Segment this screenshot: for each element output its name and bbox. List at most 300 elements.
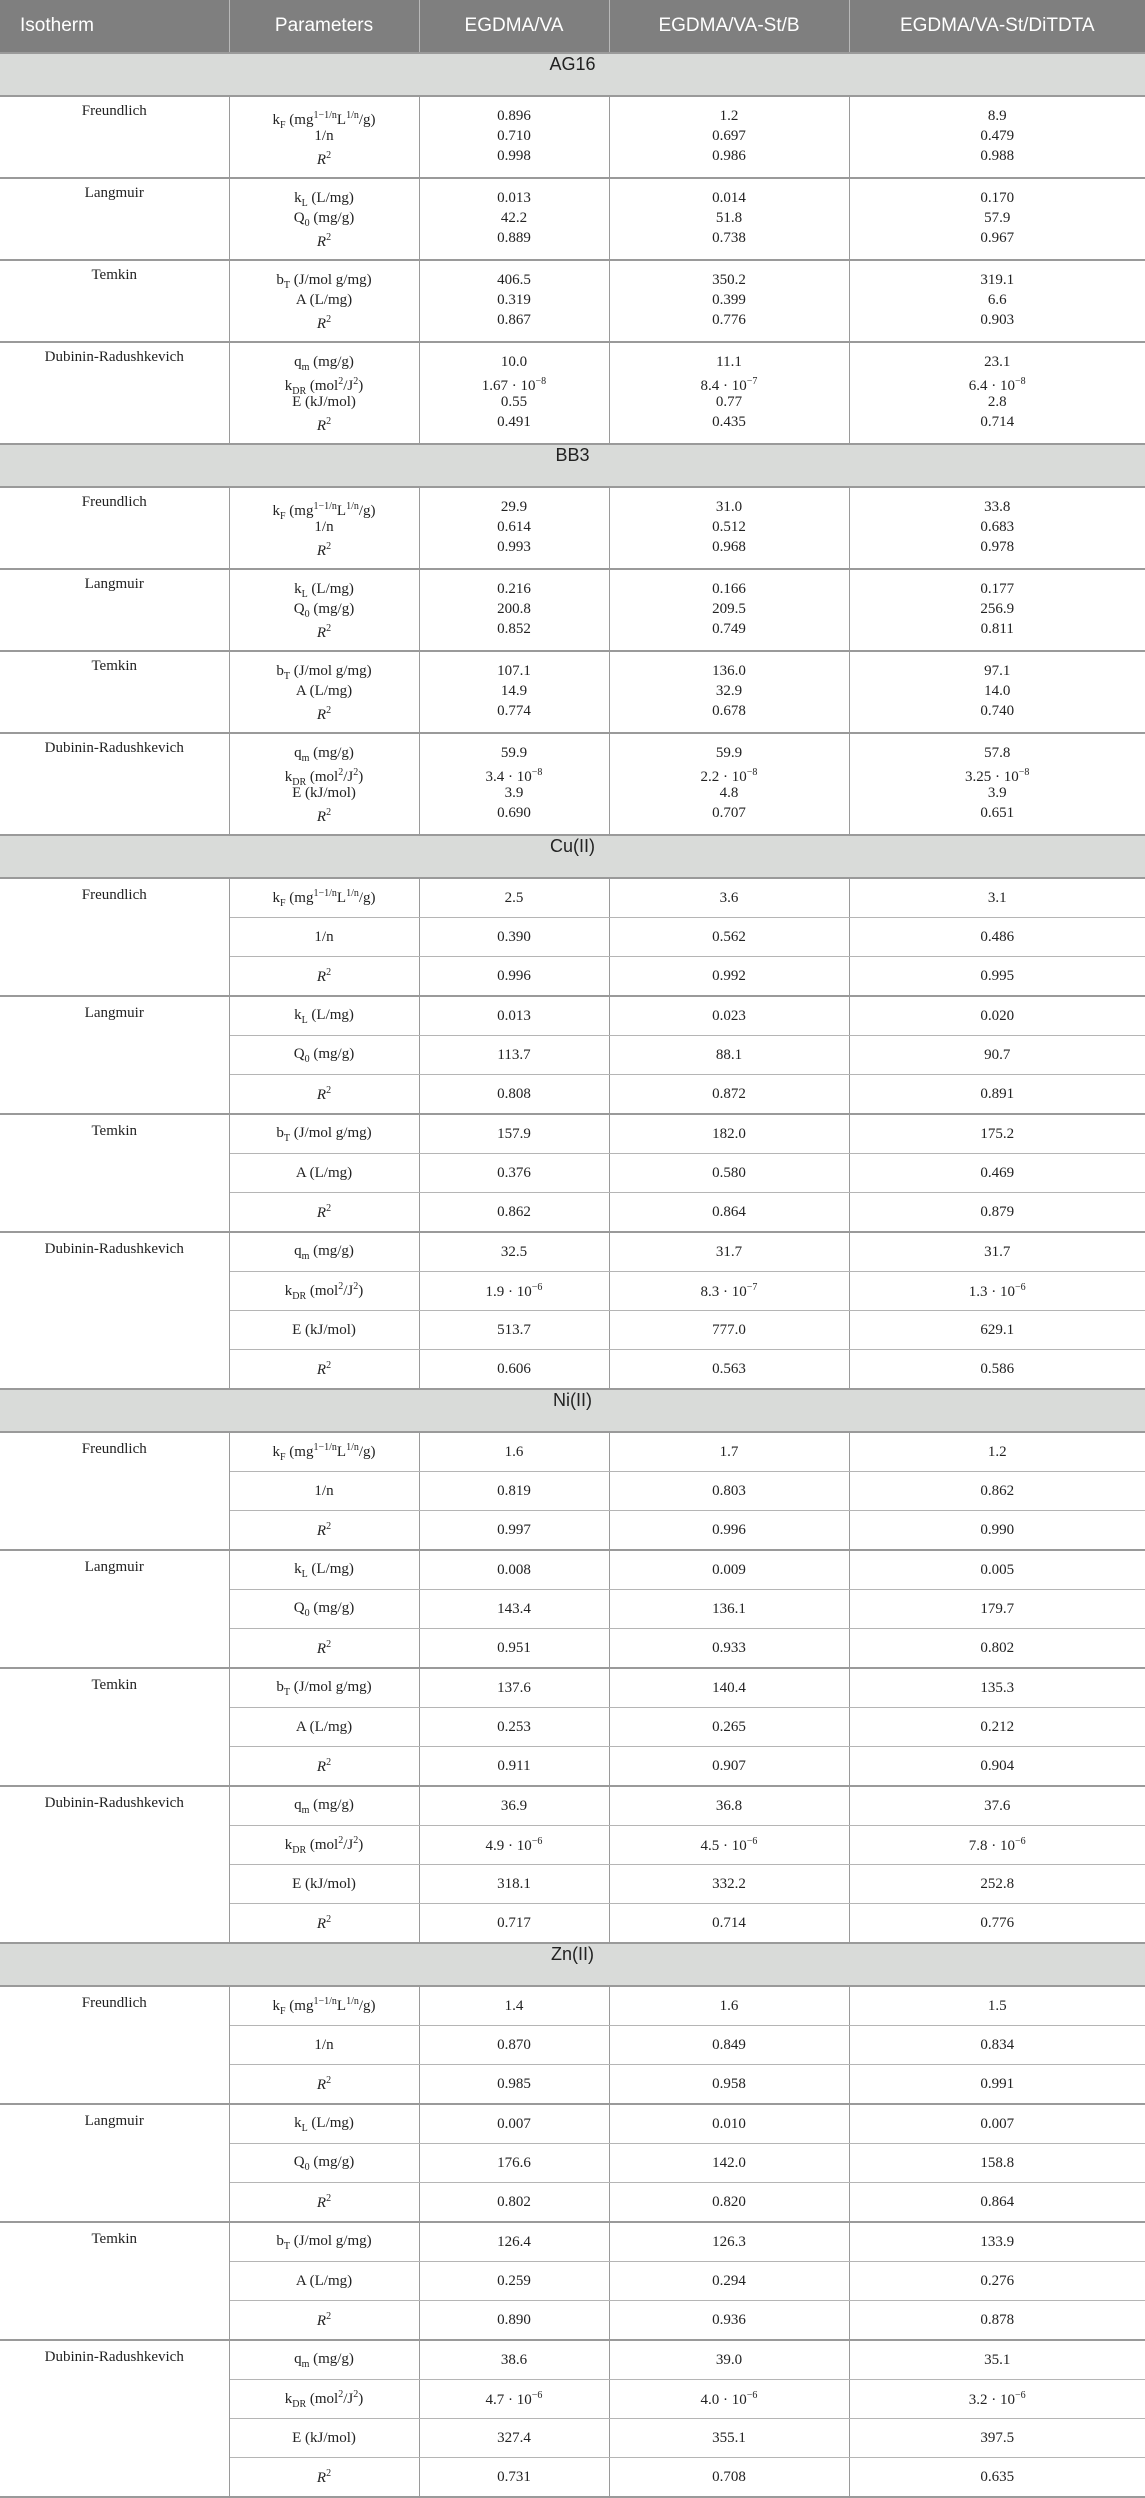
parameter-label: $b_T$ (J/mol g/mg) bbox=[229, 1114, 419, 1154]
isotherm-name: Langmuir bbox=[0, 996, 229, 1114]
value: 0.996 bbox=[419, 957, 609, 997]
value: 0.819 bbox=[419, 1472, 609, 1511]
value: 88.1 bbox=[609, 1036, 849, 1075]
parameter-label: E (kJ/mol) bbox=[229, 1865, 419, 1904]
table-row bbox=[0, 1432, 1145, 1472]
parameter-label: $Q_0$ (mg/g) bbox=[229, 1036, 419, 1075]
value: 0.007 bbox=[849, 2104, 1145, 2144]
isotherm-name: Freundlich bbox=[0, 487, 229, 569]
value: 3.9 bbox=[850, 783, 1145, 803]
parameter-cell bbox=[229, 569, 419, 651]
parameter-label: $b_T$ (J/mol g/mg) bbox=[229, 2222, 419, 2262]
parameter-label: $k_L$ (L/mg) bbox=[229, 1550, 419, 1590]
value: $2.2 \cdot 10^{-8}$ bbox=[610, 763, 849, 783]
value: 0.995 bbox=[849, 957, 1145, 997]
parameter-label: 1/n bbox=[230, 126, 419, 146]
isotherm-name: Temkin bbox=[0, 2222, 229, 2340]
value: 33.8 bbox=[850, 497, 1145, 517]
value: 51.8 bbox=[610, 208, 849, 228]
value: 0.834 bbox=[849, 2026, 1145, 2065]
value: 0.740 bbox=[850, 701, 1145, 721]
value: 0.968 bbox=[610, 537, 849, 557]
value: 133.9 bbox=[849, 2222, 1145, 2262]
value: 1.5 bbox=[849, 1986, 1145, 2026]
parameter-label: $k_L$ (L/mg) bbox=[229, 2104, 419, 2144]
value: 1.6 bbox=[609, 1986, 849, 2026]
parameter-label: $b_T$ (J/mol g/mg) bbox=[230, 270, 419, 290]
value: 0.864 bbox=[609, 1193, 849, 1233]
value: 0.864 bbox=[849, 2183, 1145, 2223]
parameter-label: $k_F$ $(mg^{1-1/n}L^{1/n}/g)$ bbox=[230, 497, 419, 517]
value: 0.009 bbox=[609, 1550, 849, 1590]
parameter-cell bbox=[229, 178, 419, 260]
value: 0.862 bbox=[849, 1472, 1145, 1511]
isotherm-row bbox=[0, 260, 1145, 342]
parameter-label: E (kJ/mol) bbox=[229, 2419, 419, 2458]
isotherm-name: Langmuir bbox=[0, 2104, 229, 2222]
value: $6.4 \cdot 10^{-8}$ bbox=[850, 372, 1145, 392]
value: 38.6 bbox=[419, 2340, 609, 2380]
value: 0.933 bbox=[609, 1629, 849, 1669]
value: 0.216 bbox=[420, 579, 609, 599]
value-cell bbox=[419, 260, 609, 342]
value: 0.749 bbox=[610, 619, 849, 639]
parameter-label: A (L/mg) bbox=[229, 2262, 419, 2301]
value: 0.991 bbox=[849, 2065, 1145, 2105]
value: 0.376 bbox=[419, 1154, 609, 1193]
value-cell bbox=[849, 487, 1145, 569]
value: 397.5 bbox=[849, 2419, 1145, 2458]
value: 0.911 bbox=[419, 1747, 609, 1787]
value: 0.988 bbox=[850, 146, 1145, 166]
parameter-cell bbox=[229, 96, 419, 178]
section-row bbox=[0, 835, 1145, 878]
value: 0.803 bbox=[609, 1472, 849, 1511]
isotherm-row bbox=[0, 733, 1145, 835]
parameter-label: $R^2$ bbox=[230, 803, 419, 823]
value: 0.849 bbox=[609, 2026, 849, 2065]
section-title: Ni(II) bbox=[0, 1389, 1145, 1432]
isotherm-row bbox=[0, 569, 1145, 651]
parameter-label: A (L/mg) bbox=[229, 1154, 419, 1193]
parameter-label: 1/n bbox=[229, 918, 419, 957]
value: 0.890 bbox=[419, 2301, 609, 2341]
value: 126.3 bbox=[609, 2222, 849, 2262]
value: 31.7 bbox=[849, 1232, 1145, 1272]
value: 0.872 bbox=[609, 1075, 849, 1115]
parameter-label: $Q_0$ (mg/g) bbox=[229, 1590, 419, 1629]
parameter-label: $k_L$ (L/mg) bbox=[229, 996, 419, 1036]
value: 10.0 bbox=[420, 352, 609, 372]
parameter-label: $Q_0$ (mg/g) bbox=[230, 599, 419, 619]
value: 59.9 bbox=[420, 743, 609, 763]
value: 0.697 bbox=[610, 126, 849, 146]
value: $4.9 \cdot 10^{-6}$ bbox=[419, 1826, 609, 1865]
value: $3.2 \cdot 10^{-6}$ bbox=[849, 2380, 1145, 2419]
value: 0.319 bbox=[420, 290, 609, 310]
value: 97.1 bbox=[850, 661, 1145, 681]
section-row bbox=[0, 1943, 1145, 1986]
table-row bbox=[0, 2222, 1145, 2262]
value: 0.678 bbox=[610, 701, 849, 721]
parameter-label: $R^2$ bbox=[229, 1904, 419, 1944]
value: 0.265 bbox=[609, 1708, 849, 1747]
value-cell bbox=[849, 96, 1145, 178]
value: 36.8 bbox=[609, 1786, 849, 1826]
value-cell bbox=[849, 178, 1145, 260]
header-isotherm: Isotherm bbox=[0, 0, 229, 53]
value: 0.707 bbox=[610, 803, 849, 823]
value: 126.4 bbox=[419, 2222, 609, 2262]
header-row bbox=[0, 0, 1145, 53]
value: 0.811 bbox=[850, 619, 1145, 639]
value: 0.399 bbox=[610, 290, 849, 310]
parameter-label: $R^2$ bbox=[229, 1075, 419, 1115]
value: 0.023 bbox=[609, 996, 849, 1036]
value-cell bbox=[609, 260, 849, 342]
isotherm-name: Dubinin-Radushkevich bbox=[0, 733, 229, 835]
value: 252.8 bbox=[849, 1865, 1145, 1904]
value: 157.9 bbox=[419, 1114, 609, 1154]
section-row bbox=[0, 1389, 1145, 1432]
section-title: AG16 bbox=[0, 53, 1145, 96]
value: 0.820 bbox=[609, 2183, 849, 2223]
parameter-label: $q_m$ (mg/g) bbox=[229, 1786, 419, 1826]
value: 0.708 bbox=[609, 2458, 849, 2498]
value: 0.166 bbox=[610, 579, 849, 599]
isotherm-row bbox=[0, 342, 1145, 444]
value: $1.67 \cdot 10^{-8}$ bbox=[420, 372, 609, 392]
value: 0.738 bbox=[610, 228, 849, 248]
value: 2.8 bbox=[850, 392, 1145, 412]
value: 2.5 bbox=[419, 878, 609, 918]
value: 0.896 bbox=[420, 106, 609, 126]
value: 0.683 bbox=[850, 517, 1145, 537]
isotherm-name: Freundlich bbox=[0, 96, 229, 178]
value: 0.690 bbox=[420, 803, 609, 823]
parameter-label: $R^2$ bbox=[229, 1350, 419, 1390]
parameter-label: $R^2$ bbox=[230, 412, 419, 432]
value: 135.3 bbox=[849, 1668, 1145, 1708]
isotherm-name: Freundlich bbox=[0, 1986, 229, 2104]
parameter-label: $q_m$ (mg/g) bbox=[230, 352, 419, 372]
table-row bbox=[0, 1986, 1145, 2026]
value-cell bbox=[419, 342, 609, 444]
value: 629.1 bbox=[849, 1311, 1145, 1350]
value: 0.907 bbox=[609, 1747, 849, 1787]
value: 175.2 bbox=[849, 1114, 1145, 1154]
value: 0.870 bbox=[419, 2026, 609, 2065]
value: 0.717 bbox=[419, 1904, 609, 1944]
value: 140.4 bbox=[609, 1668, 849, 1708]
value: 32.9 bbox=[610, 681, 849, 701]
value: 3.9 bbox=[420, 783, 609, 803]
table-row bbox=[0, 878, 1145, 918]
value: $1.3 \cdot 10^{-6}$ bbox=[849, 1272, 1145, 1311]
value: 176.6 bbox=[419, 2144, 609, 2183]
table-row bbox=[0, 1232, 1145, 1272]
table-row bbox=[0, 2340, 1145, 2380]
value: 158.8 bbox=[849, 2144, 1145, 2183]
value: 777.0 bbox=[609, 1311, 849, 1350]
value: 57.8 bbox=[850, 743, 1145, 763]
isotherm-name: Langmuir bbox=[0, 178, 229, 260]
parameter-label: $b_T$ (J/mol g/mg) bbox=[229, 1668, 419, 1708]
table-row bbox=[0, 996, 1145, 1036]
parameter-label: $k_F$ $(mg^{1-1/n}L^{1/n}/g)$ bbox=[229, 1986, 419, 2026]
value: 0.879 bbox=[849, 1193, 1145, 1233]
isotherm-name: Dubinin-Radushkevich bbox=[0, 342, 229, 444]
value: 1.2 bbox=[849, 1432, 1145, 1472]
value: 0.491 bbox=[420, 412, 609, 432]
value: 0.008 bbox=[419, 1550, 609, 1590]
isotherm-row bbox=[0, 487, 1145, 569]
value: 113.7 bbox=[419, 1036, 609, 1075]
value: $4.5 \cdot 10^{-6}$ bbox=[609, 1826, 849, 1865]
parameter-label: $R^2$ bbox=[229, 1511, 419, 1551]
parameter-label: $R^2$ bbox=[230, 701, 419, 721]
value-cell bbox=[849, 342, 1145, 444]
value-cell bbox=[609, 651, 849, 733]
value: 31.7 bbox=[609, 1232, 849, 1272]
value: 0.170 bbox=[850, 188, 1145, 208]
value: 36.9 bbox=[419, 1786, 609, 1826]
isotherm-name: Dubinin-Radushkevich bbox=[0, 1786, 229, 1943]
parameter-label: $k_F$ $(mg^{1-1/n}L^{1/n}/g)$ bbox=[230, 106, 419, 126]
value: 0.714 bbox=[850, 412, 1145, 432]
table-body bbox=[0, 53, 1145, 2497]
value: 1.4 bbox=[419, 1986, 609, 2026]
value: 179.7 bbox=[849, 1590, 1145, 1629]
value: 0.435 bbox=[610, 412, 849, 432]
value-cell bbox=[849, 651, 1145, 733]
parameter-label: A (L/mg) bbox=[230, 681, 419, 701]
parameter-label: $q_m$ (mg/g) bbox=[230, 743, 419, 763]
value-cell bbox=[419, 487, 609, 569]
value: 0.020 bbox=[849, 996, 1145, 1036]
value-cell bbox=[419, 651, 609, 733]
value-cell bbox=[609, 569, 849, 651]
value-cell bbox=[419, 96, 609, 178]
value: 8.9 bbox=[850, 106, 1145, 126]
isotherm-name: Dubinin-Radushkevich bbox=[0, 2340, 229, 2497]
header-egdma-va-st-b: EGDMA/VA-St/B bbox=[609, 0, 849, 53]
value: 107.1 bbox=[420, 661, 609, 681]
isotherm-name: Temkin bbox=[0, 651, 229, 733]
value: 0.774 bbox=[420, 701, 609, 721]
value: 0.005 bbox=[849, 1550, 1145, 1590]
value: 0.802 bbox=[849, 1629, 1145, 1669]
value: 0.512 bbox=[610, 517, 849, 537]
value-cell bbox=[609, 96, 849, 178]
value-cell bbox=[419, 178, 609, 260]
value: 6.6 bbox=[850, 290, 1145, 310]
value: 14.0 bbox=[850, 681, 1145, 701]
value-cell bbox=[849, 260, 1145, 342]
value: 3.6 bbox=[609, 878, 849, 918]
parameter-label: E (kJ/mol) bbox=[230, 783, 419, 803]
value: 57.9 bbox=[850, 208, 1145, 228]
parameter-label: $Q_0$ (mg/g) bbox=[229, 2144, 419, 2183]
parameter-cell bbox=[229, 342, 419, 444]
value: 32.5 bbox=[419, 1232, 609, 1272]
value: 0.951 bbox=[419, 1629, 609, 1669]
value: $4.0 \cdot 10^{-6}$ bbox=[609, 2380, 849, 2419]
value: 4.8 bbox=[610, 783, 849, 803]
value: 0.936 bbox=[609, 2301, 849, 2341]
parameter-label: $k_{DR}$ $(mol^2/J^2)$ bbox=[229, 1826, 419, 1865]
value: 1.7 bbox=[609, 1432, 849, 1472]
value: 0.990 bbox=[849, 1511, 1145, 1551]
value: 200.8 bbox=[420, 599, 609, 619]
value: $1.9 \cdot 10^{-6}$ bbox=[419, 1272, 609, 1311]
section-row bbox=[0, 53, 1145, 96]
value: 0.479 bbox=[850, 126, 1145, 146]
value: 332.2 bbox=[609, 1865, 849, 1904]
table-row bbox=[0, 1550, 1145, 1590]
header-parameters: Parameters bbox=[229, 0, 419, 53]
parameter-label: $R^2$ bbox=[230, 310, 419, 330]
value: 0.562 bbox=[609, 918, 849, 957]
value: 0.985 bbox=[419, 2065, 609, 2105]
value: 0.862 bbox=[419, 1193, 609, 1233]
parameter-label: $R^2$ bbox=[229, 2183, 419, 2223]
parameter-label: $R^2$ bbox=[230, 619, 419, 639]
value: 513.7 bbox=[419, 1311, 609, 1350]
value: 37.6 bbox=[849, 1786, 1145, 1826]
value: 0.996 bbox=[609, 1511, 849, 1551]
value: 137.6 bbox=[419, 1668, 609, 1708]
value-cell bbox=[419, 733, 609, 835]
value: 0.563 bbox=[609, 1350, 849, 1390]
value: 0.606 bbox=[419, 1350, 609, 1390]
value: 0.013 bbox=[419, 996, 609, 1036]
value: 0.998 bbox=[420, 146, 609, 166]
value: 0.978 bbox=[850, 537, 1145, 557]
value: 0.904 bbox=[849, 1747, 1145, 1787]
parameter-label: $k_{DR}$ $(mol^2/J^2)$ bbox=[230, 763, 419, 783]
value: 350.2 bbox=[610, 270, 849, 290]
value: 0.776 bbox=[849, 1904, 1145, 1944]
value: 0.889 bbox=[420, 228, 609, 248]
value: 31.0 bbox=[610, 497, 849, 517]
value: 0.992 bbox=[609, 957, 849, 997]
value: 14.9 bbox=[420, 681, 609, 701]
value: $3.4 \cdot 10^{-8}$ bbox=[420, 763, 609, 783]
value-cell bbox=[609, 178, 849, 260]
isotherm-name: Dubinin-Radushkevich bbox=[0, 1232, 229, 1389]
value: 0.903 bbox=[850, 310, 1145, 330]
value: 0.808 bbox=[419, 1075, 609, 1115]
parameter-label: $Q_0$ (mg/g) bbox=[230, 208, 419, 228]
isotherm-row bbox=[0, 96, 1145, 178]
parameter-label: $b_T$ (J/mol g/mg) bbox=[230, 661, 419, 681]
table-row bbox=[0, 1114, 1145, 1154]
value: 0.276 bbox=[849, 2262, 1145, 2301]
value: 11.1 bbox=[610, 352, 849, 372]
value: 0.714 bbox=[609, 1904, 849, 1944]
value: 0.013 bbox=[420, 188, 609, 208]
parameter-cell bbox=[229, 733, 419, 835]
parameter-label: $R^2$ bbox=[230, 228, 419, 248]
value: $8.3 \cdot 10^{-7}$ bbox=[609, 1272, 849, 1311]
parameter-label: 1/n bbox=[229, 1472, 419, 1511]
value-cell bbox=[419, 569, 609, 651]
value: 0.986 bbox=[610, 146, 849, 166]
value: 318.1 bbox=[419, 1865, 609, 1904]
section-title: Zn(II) bbox=[0, 1943, 1145, 1986]
value: $3.25 \cdot 10^{-8}$ bbox=[850, 763, 1145, 783]
value: 0.878 bbox=[849, 2301, 1145, 2341]
value-cell bbox=[849, 733, 1145, 835]
isotherm-name: Temkin bbox=[0, 1668, 229, 1786]
value: 0.253 bbox=[419, 1708, 609, 1747]
value: 29.9 bbox=[420, 497, 609, 517]
value: 0.177 bbox=[850, 579, 1145, 599]
value: 42.2 bbox=[420, 208, 609, 228]
header-egdma-va: EGDMA/VA bbox=[419, 0, 609, 53]
value: 0.014 bbox=[610, 188, 849, 208]
isotherm-name: Freundlich bbox=[0, 878, 229, 996]
value: 0.390 bbox=[419, 918, 609, 957]
value: 0.731 bbox=[419, 2458, 609, 2498]
value: 0.259 bbox=[419, 2262, 609, 2301]
parameter-label: $R^2$ bbox=[229, 1193, 419, 1233]
value: 23.1 bbox=[850, 352, 1145, 372]
value: 327.4 bbox=[419, 2419, 609, 2458]
value: 319.1 bbox=[850, 270, 1145, 290]
value: 0.710 bbox=[420, 126, 609, 146]
value: 0.007 bbox=[419, 2104, 609, 2144]
value: 1.6 bbox=[419, 1432, 609, 1472]
value: 143.4 bbox=[419, 1590, 609, 1629]
value: 0.212 bbox=[849, 1708, 1145, 1747]
parameter-cell bbox=[229, 487, 419, 569]
value: 0.580 bbox=[609, 1154, 849, 1193]
parameter-cell bbox=[229, 260, 419, 342]
value: 0.469 bbox=[849, 1154, 1145, 1193]
isotherm-row bbox=[0, 651, 1145, 733]
value: 0.776 bbox=[610, 310, 849, 330]
value: 0.867 bbox=[420, 310, 609, 330]
table-row bbox=[0, 2104, 1145, 2144]
isotherm-row bbox=[0, 178, 1145, 260]
parameter-label: $R^2$ bbox=[229, 2301, 419, 2341]
parameter-label: $k_F$ $(mg^{1-1/n}L^{1/n}/g)$ bbox=[229, 1432, 419, 1472]
value: 209.5 bbox=[610, 599, 849, 619]
value: 0.486 bbox=[849, 918, 1145, 957]
value: 136.1 bbox=[609, 1590, 849, 1629]
section-title: BB3 bbox=[0, 444, 1145, 487]
parameter-cell bbox=[229, 651, 419, 733]
header-egdma-va-st-ditdta: EGDMA/VA-St/DiTDTA bbox=[849, 0, 1145, 53]
value: 90.7 bbox=[849, 1036, 1145, 1075]
value: 0.958 bbox=[609, 2065, 849, 2105]
value: 0.651 bbox=[850, 803, 1145, 823]
value: 0.997 bbox=[419, 1511, 609, 1551]
parameter-label: $R^2$ bbox=[230, 537, 419, 557]
value: 0.635 bbox=[849, 2458, 1145, 2498]
parameter-label: $R^2$ bbox=[230, 146, 419, 166]
parameter-label: $R^2$ bbox=[229, 1629, 419, 1669]
parameter-label: $R^2$ bbox=[229, 2458, 419, 2498]
value: 0.55 bbox=[420, 392, 609, 412]
value: 406.5 bbox=[420, 270, 609, 290]
value: 1.2 bbox=[610, 106, 849, 126]
parameter-label: $R^2$ bbox=[229, 957, 419, 997]
isotherm-name: Temkin bbox=[0, 260, 229, 342]
value: 355.1 bbox=[609, 2419, 849, 2458]
